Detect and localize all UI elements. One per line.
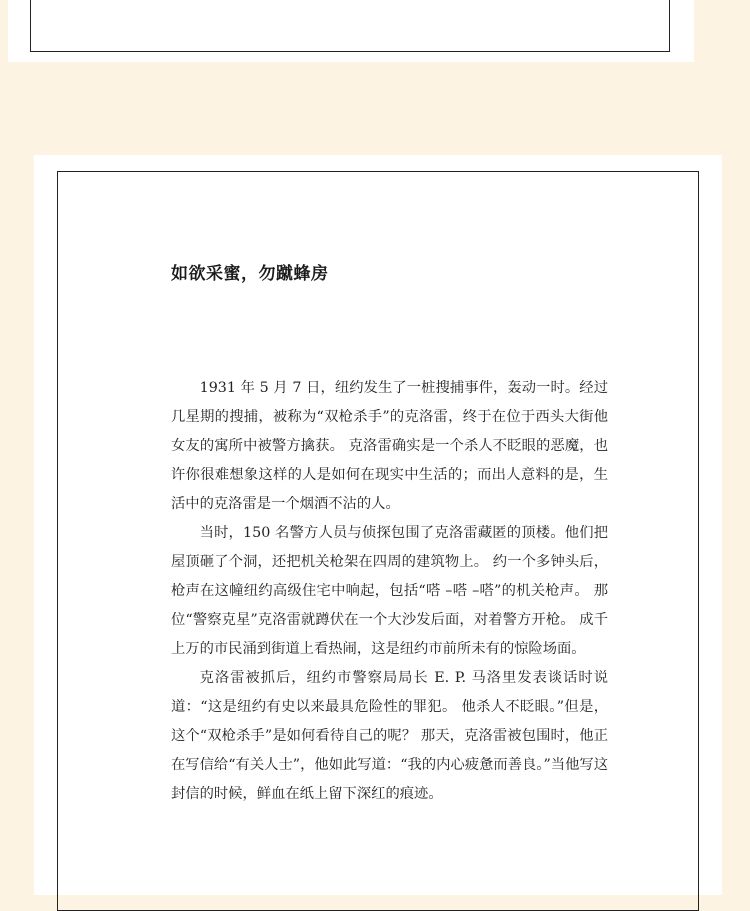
paragraph-2: 当时，150 名警方人员与侦探包围了克洛雷藏匿的顶楼。他们把屋顶砸了个洞，还把机关枪架在四周的建筑物上。 约一个多钟头后，枪声在这幢纽约高级住宅中响起，包括“嗒 –嗒 –嗒”的机关枪声。 那位“警察克星”克洛雷就蹲伏在一个大沙发后面，对着警方开枪。 成千上万的市民涌到街道上看热闹，这是纽约市前所未有的惊险场面。 (171, 525, 608, 657)
previous-page (8, 0, 694, 62)
article-body (171, 374, 608, 809)
paragraph-1: 1931 年 5 月 7 日，纽约发生了一桩搜捕事件，轰动一时。经过几星期的搜捕，被称为“双枪杀手”的克洛雷，终于在位于西头大街他女友的寓所中被警方擒获。 克洛雷确实是一个杀人不眨眼的恶魔，也许你很难想象这样的人是如何在现实中生活的；而出人意料的是，生活中的克洛雷是一个烟酒不沾的人。 (171, 380, 608, 512)
previous-page-frame (30, 0, 670, 52)
chapter-title: 如欲采蜜，勿蹴蜂房 (171, 264, 329, 284)
current-page (34, 155, 722, 895)
paragraph-3: 克洛雷被抓后，纽约市警察局局长 E. P. 马洛里发表谈话时说道：“这是纽约有史以来最具危险性的罪犯。 他杀人不眨眼。”但是，这个“双枪杀手”是如何看待自己的呢？ 那天，克洛雷被包围时，他正在写信给“有关人士”，他如此写道：“我的内心疲惫而善良。”当他写这封信的时候，鲜血在纸上留下深红的痕迹。 (171, 670, 608, 802)
page-frame (57, 171, 699, 911)
